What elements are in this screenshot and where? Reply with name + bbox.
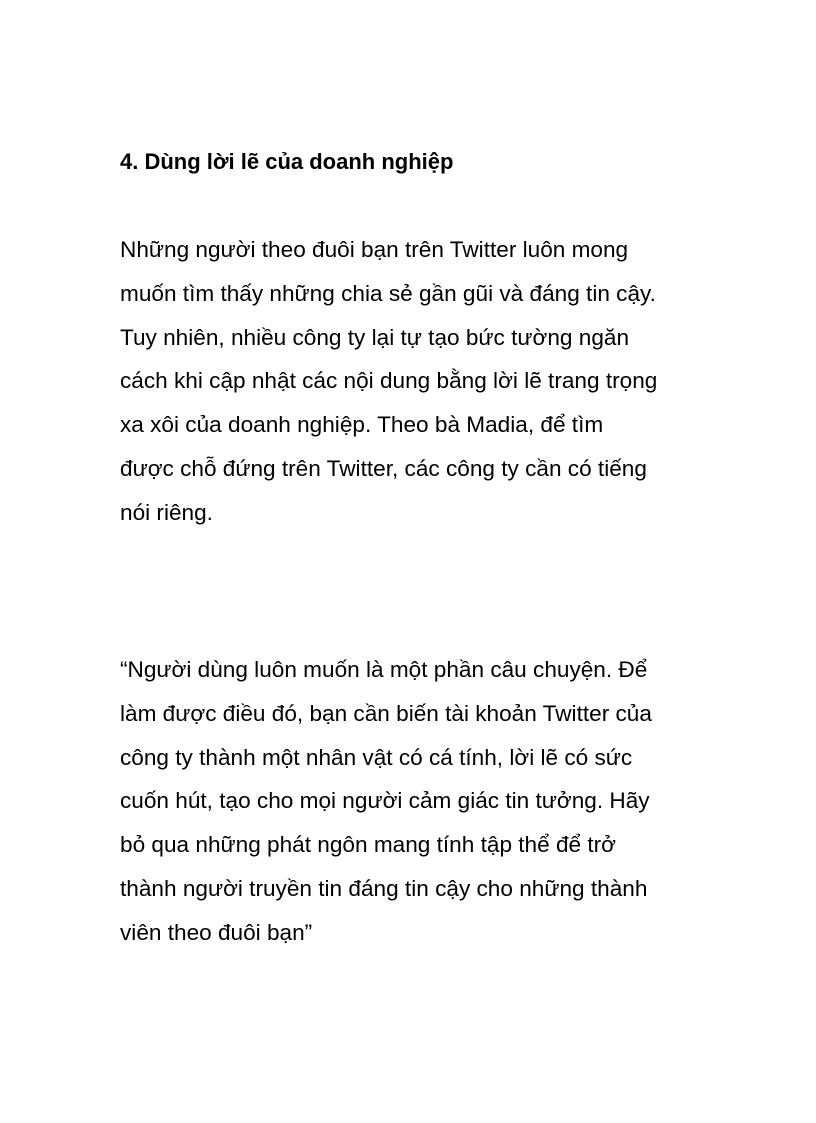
body-paragraph [120,228,657,535]
paragraph-line: Những người theo đuôi bạn trên Twitter luôn mong [120,237,629,262]
paragraph-line: nói riêng. [120,499,213,525]
paragraph-line: làm được điều đó, bạn cần biến tài khoản Twitter của [120,700,652,726]
paragraph-line: cách khi cập nhật các nội dung bằng lời lẽ trang trọng [120,368,658,394]
section-heading: 4. Dùng lời lẽ của doanh nghiệp [120,149,454,174]
paragraph-line: thành người truyền tin đáng tin cậy cho những thành [120,875,648,901]
paragraph-line: công ty thành một nhân vật có cá tính, lời lẽ có sức [120,744,633,770]
paragraph-line: xa xôi của doanh nghiệp. Theo bà Madia, để tìm [120,412,604,438]
paragraph-line: được chỗ đứng trên Twitter, các công ty cần có tiếng [120,455,647,481]
paragraph-line: Tuy nhiên, nhiều công ty lại tự tạo bức tường ngăn [120,324,630,350]
paragraph-line: cuốn hút, tạo cho mọi người cảm giác tin tưởng. Hãy [120,788,650,814]
paragraph-line: viên theo đuôi bạn” [120,919,313,945]
paragraph-line: “Người dùng luôn muốn là một phần câu chuyện. Để [120,657,648,682]
paragraph-line: muốn tìm thấy những chia sẻ gần gũi và đáng tin cậy. [120,280,656,306]
paragraph-line: bỏ qua những phát ngôn mang tính tập thể để trở [120,832,616,858]
quote-paragraph [120,648,652,955]
